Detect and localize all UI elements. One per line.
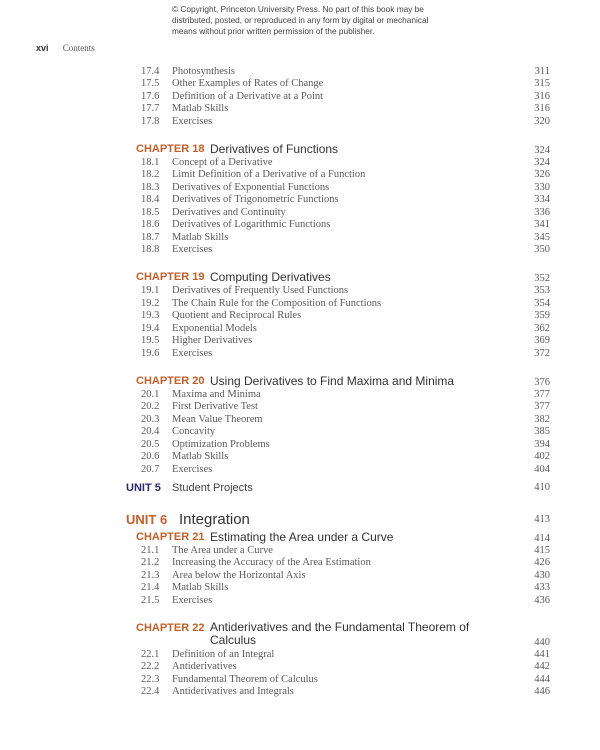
page-ref: 324: [534, 144, 550, 156]
unit-label: UNIT 5: [126, 481, 161, 494]
section-title: Maxima and Minima: [172, 388, 261, 400]
chapter-label: CHAPTER 21: [136, 530, 205, 543]
toc-section-entry[interactable]: [0, 91, 600, 104]
page-ref: 442: [534, 661, 550, 673]
chapter-title: Using Derivatives to Find Maxima and Minima: [210, 373, 455, 388]
section-title: Matlab Skills: [172, 231, 229, 243]
section-title: Antiderivatives: [172, 661, 237, 673]
section-number: 21.1: [141, 544, 160, 556]
chapter-label: CHAPTER 22: [136, 621, 205, 634]
section-title: Exercises: [172, 594, 213, 606]
toc-section-entry[interactable]: [0, 451, 600, 464]
section-number: 19.5: [141, 335, 160, 347]
section-title: Area below the Horizontal Axis: [172, 569, 306, 581]
section-number: 18.7: [141, 231, 160, 243]
section-number: 22.3: [141, 673, 160, 685]
page-ref: 440: [534, 636, 550, 648]
toc-section-entry[interactable]: [0, 116, 600, 129]
page-ref: 320: [534, 115, 550, 127]
page-ref: 376: [534, 376, 550, 388]
toc-section-entry[interactable]: [0, 182, 600, 195]
section-title: Derivatives and Continuity: [172, 206, 286, 218]
page-ref: 334: [534, 194, 550, 206]
section-title: Derivatives of Exponential Functions: [172, 181, 330, 193]
section-number: 18.2: [141, 169, 160, 181]
page-ref: 324: [534, 156, 550, 168]
section-title: Derivatives of Frequently Used Functions: [172, 285, 349, 297]
section-number: 21.3: [141, 569, 160, 581]
section-number: 22.2: [141, 661, 160, 673]
toc-section-entry[interactable]: [0, 686, 600, 699]
page-ref: 354: [534, 297, 550, 309]
section-number: 20.3: [141, 413, 160, 425]
toc-unit-entry[interactable]: [0, 510, 600, 530]
page-ref: 326: [534, 169, 550, 181]
section-number: 17.8: [141, 115, 160, 127]
section-title: Derivatives of Trigonometric Functions: [172, 194, 339, 206]
section-title: Other Examples of Rates of Change: [172, 78, 324, 90]
page-ref: 362: [534, 322, 550, 334]
toc-section-entry[interactable]: [0, 335, 600, 348]
page-ref: 441: [534, 648, 550, 660]
section-number: 22.4: [141, 686, 160, 698]
toc-section-entry[interactable]: [0, 661, 600, 674]
section-title: Exercises: [172, 463, 213, 475]
section-title: Definition of an Integral: [172, 648, 275, 660]
section-title: Matlab Skills: [172, 103, 229, 115]
toc-section-entry[interactable]: [0, 545, 600, 558]
toc-section-entry[interactable]: [0, 169, 600, 182]
page-ref: 316: [534, 90, 550, 102]
toc-section-entry[interactable]: [0, 323, 600, 336]
toc-section-entry[interactable]: [0, 414, 600, 427]
chapter-title: Derivatives of Functions: [210, 141, 339, 156]
section-title: Exponential Models: [172, 322, 257, 334]
page-ref: 414: [534, 532, 550, 544]
page-ref: 402: [534, 451, 550, 463]
toc-section-entry[interactable]: [0, 582, 600, 595]
section-number: 19.2: [141, 297, 160, 309]
page-ref: 404: [534, 463, 550, 475]
page-ref: 341: [534, 219, 550, 231]
page-number: xvi: [36, 43, 49, 53]
page-ref: 345: [534, 231, 550, 243]
section-number: 20.5: [141, 438, 160, 450]
unit-label: UNIT 6: [126, 511, 168, 527]
page-ref: 385: [534, 426, 550, 438]
section-number: 19.6: [141, 347, 160, 359]
table-of-contents: [0, 66, 600, 699]
section-title: Limit Definition of a Derivative of a Function: [172, 169, 366, 181]
section-number: 20.2: [141, 401, 160, 413]
section-title: Derivatives of Logarithmic Functions: [172, 219, 331, 231]
toc-section-entry[interactable]: [0, 157, 600, 170]
toc-section-entry[interactable]: [0, 219, 600, 232]
toc-section-entry[interactable]: [0, 557, 600, 570]
page-ref: 372: [534, 347, 550, 359]
chapter-title: Computing Derivatives: [210, 270, 331, 285]
page-ref: 377: [534, 388, 550, 400]
section-number: 21.4: [141, 582, 160, 594]
page-ref: 415: [534, 544, 550, 556]
page-ref: 352: [534, 273, 550, 285]
copyright-notice: [172, 4, 452, 37]
copyright-line: means without prior written permission of the publisher.: [172, 26, 375, 36]
page-ref: 446: [534, 686, 550, 698]
section-number: 17.4: [141, 65, 160, 77]
section-number: 20.6: [141, 451, 160, 463]
section-title: Photosynthesis: [172, 65, 236, 77]
toc-section-entry[interactable]: [0, 207, 600, 220]
section-title: Mean Value Theorem: [172, 413, 263, 425]
section-number: 18.4: [141, 194, 160, 206]
section-title: Concept of a Derivative: [172, 156, 273, 168]
page-ref: 426: [534, 557, 550, 569]
section-number: 17.7: [141, 103, 160, 115]
page-ref: 410: [534, 481, 550, 493]
page-ref: 430: [534, 569, 550, 581]
toc-section-entry[interactable]: [0, 194, 600, 207]
toc-chapter-entry[interactable]: [0, 270, 600, 285]
running-head: [36, 42, 95, 54]
page-ref: 436: [534, 594, 550, 606]
page-ref: 413: [534, 513, 550, 525]
section-title: The Area under a Curve: [172, 544, 273, 556]
section-number: 21.5: [141, 594, 160, 606]
toc-section-entry[interactable]: [0, 310, 600, 323]
page-ref: 394: [534, 438, 550, 450]
section-title: Matlab Skills: [172, 451, 229, 463]
toc-section-entry[interactable]: [0, 426, 600, 439]
section-title: Definition of a Derivative at a Point: [172, 90, 324, 102]
unit-title: Student Projects: [172, 481, 253, 494]
toc-unit-entry[interactable]: [0, 480, 600, 496]
toc-section-entry[interactable]: [0, 649, 600, 662]
toc-section-entry[interactable]: [0, 389, 600, 402]
section-number: 19.3: [141, 310, 160, 322]
section-number: 20.4: [141, 426, 160, 438]
page-ref: 311: [534, 65, 550, 77]
toc-section-entry[interactable]: [0, 285, 600, 298]
page-ref: 382: [534, 413, 550, 425]
page-ref: 315: [534, 78, 550, 90]
section-title: Quotient and Reciprocal Rules: [172, 310, 302, 322]
section-title: Optimization Problems: [172, 438, 270, 450]
section-number: 18.6: [141, 219, 160, 231]
toc-section-entry[interactable]: [0, 570, 600, 583]
section-title: Antiderivatives and Integrals: [172, 686, 294, 698]
section-title: Exercises: [172, 115, 213, 127]
toc-chapter-entry[interactable]: [0, 621, 600, 649]
section-number: 20.1: [141, 388, 160, 400]
copyright-line: distributed, posted, or reproduced in any form by digital or mechanical: [172, 15, 429, 25]
chapter-title: Estimating the Area under a Curve: [210, 529, 394, 544]
section-number: 18.1: [141, 156, 160, 168]
page-ref: 433: [534, 582, 550, 594]
chapter-label: CHAPTER 19: [136, 271, 205, 284]
section-title: Fundamental Theorem of Calculus: [172, 673, 318, 685]
section-title: Exercises: [172, 244, 213, 256]
page-ref: 353: [534, 285, 550, 297]
section-number: 19.4: [141, 322, 160, 334]
section-number: 18.3: [141, 181, 160, 193]
page-ref: 377: [534, 401, 550, 413]
toc-chapter-entry[interactable]: [0, 530, 600, 545]
toc-section-entry[interactable]: [0, 244, 600, 257]
section-title: Increasing the Accuracy of the Area Estimation: [172, 557, 371, 569]
page-ref: 444: [534, 673, 550, 685]
toc-section-entry[interactable]: [0, 232, 600, 245]
toc-section-entry[interactable]: [0, 298, 600, 311]
chapter-label: CHAPTER 18: [136, 142, 205, 155]
toc-section-entry[interactable]: [0, 78, 600, 91]
page-ref: 350: [534, 244, 550, 256]
section-title: Exercises: [172, 347, 213, 359]
section-number: 17.5: [141, 78, 160, 90]
section-title: Concavity: [172, 426, 216, 438]
section-number: 19.1: [141, 285, 160, 297]
section-number: 17.6: [141, 90, 160, 102]
toc-chapter-entry[interactable]: [0, 374, 600, 389]
section-number: 18.8: [141, 244, 160, 256]
section-title: First Derivative Test: [172, 401, 258, 413]
section-title: Matlab Skills: [172, 582, 229, 594]
section-number: 20.7: [141, 463, 160, 475]
page-ref: 336: [534, 206, 550, 218]
toc-section-entry[interactable]: [0, 439, 600, 452]
unit-title: Integration: [179, 510, 250, 528]
chapter-label: CHAPTER 20: [136, 374, 205, 387]
toc-section-entry[interactable]: [0, 674, 600, 687]
page-ref: 330: [534, 181, 550, 193]
page-ref: 369: [534, 335, 550, 347]
toc-chapter-entry[interactable]: [0, 142, 600, 157]
page-ref: 316: [534, 103, 550, 115]
running-head-title: Contents: [62, 43, 95, 53]
page-ref: 359: [534, 310, 550, 322]
toc-section-entry[interactable]: [0, 103, 600, 116]
toc-section-entry[interactable]: [0, 401, 600, 414]
toc-section-entry[interactable]: [0, 595, 600, 608]
section-number: 18.5: [141, 206, 160, 218]
section-title: Higher Derivatives: [172, 335, 253, 347]
section-number: 21.2: [141, 557, 160, 569]
toc-section-entry[interactable]: [0, 348, 600, 361]
section-number: 22.1: [141, 648, 160, 660]
copyright-line: © Copyright, Princeton University Press. No part of this book may be: [172, 4, 424, 14]
toc-section-entry[interactable]: [0, 464, 600, 477]
toc-section-entry[interactable]: [0, 66, 600, 79]
section-title: The Chain Rule for the Composition of Functions: [172, 297, 382, 309]
chapter-title: Antiderivatives and the Fundamental Theorem of Calculus: [210, 619, 470, 647]
